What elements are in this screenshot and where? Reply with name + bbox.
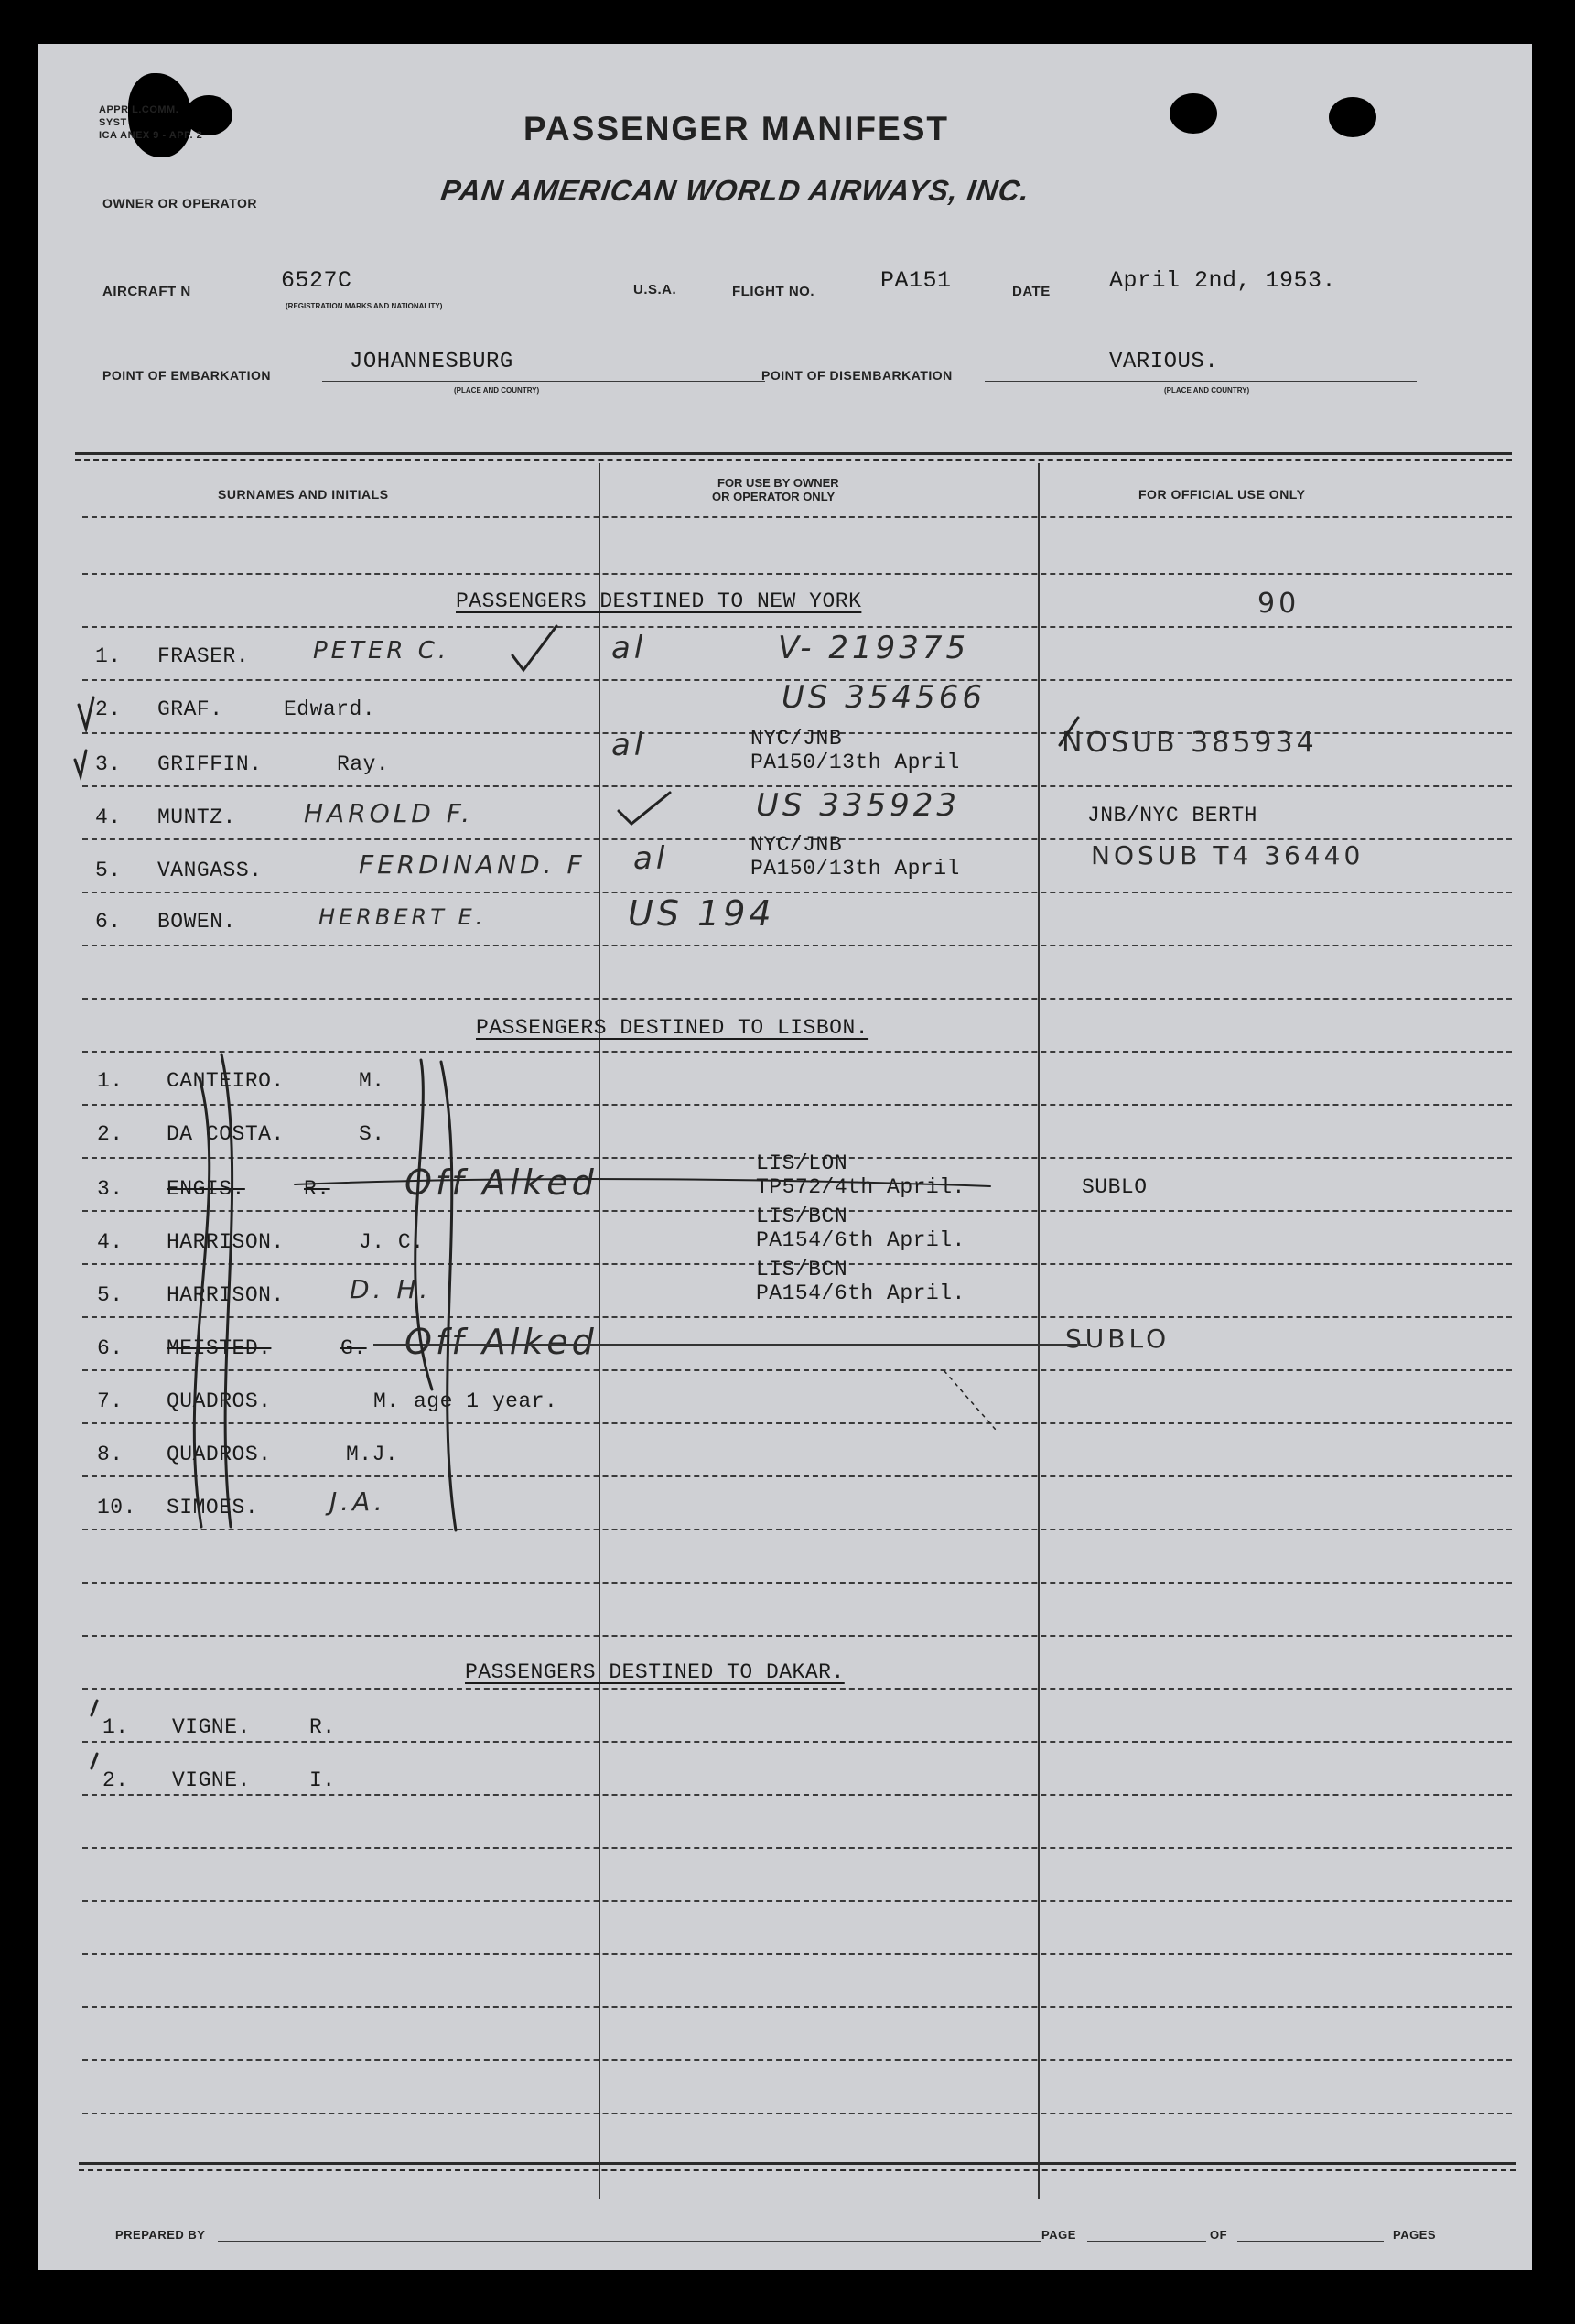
owner-routing: LIS/BCN PA154/6th April. [756,1205,965,1252]
section-heading-new-york: PASSENGERS DESTINED TO NEW YORK [456,589,862,613]
approval-line: APPR L.COMM. [99,104,179,115]
row-number: 3. [95,752,122,776]
passenger-given: J. C. [359,1230,425,1254]
embarkation-value: JOHANNESBURG [350,350,513,374]
passenger-surname: VIGNE. [172,1768,251,1792]
passenger-given: I. [309,1768,336,1792]
flight-value: PA151 [880,267,952,294]
column-header-surnames: SURNAMES AND INITIALS [218,487,389,502]
row-number: 5. [95,859,122,882]
pen-marks [38,44,1532,2270]
aircraft-value: 6527C [281,267,352,294]
passenger-given-handwritten: HERBERT E. [318,904,487,930]
row-number: 1. [95,644,122,668]
passenger-surname: QUADROS. [167,1389,272,1413]
passenger-surname: MUNTZ. [157,805,236,829]
passenger-given-handwritten: J.A. [329,1486,386,1517]
row-number: 5. [97,1283,124,1307]
owner-initials: al [611,630,647,666]
owner-routing: LIS/BCN PA154/6th April. [756,1258,965,1305]
passenger-given: M.J. [346,1443,399,1466]
passenger-note: age 1 year. [414,1389,558,1413]
place-note: (PLACE AND COUNTRY) [454,386,540,395]
section-heading-dakar: PASSENGERS DESTINED TO DAKAR. [465,1660,845,1684]
aircraft-label: AIRCRAFT N [102,284,191,299]
page-label: PAGE [1041,2228,1076,2242]
check-mark [75,751,86,776]
bracket-line [194,1078,209,1527]
row-number: 6. [97,1336,124,1360]
disembarkation-value: VARIOUS. [1109,350,1219,374]
passenger-surname: VIGNE. [172,1715,251,1739]
stray-mark [944,1371,996,1430]
tick-slash [92,1754,97,1768]
of-label: OF [1210,2228,1228,2242]
row-number: 10. [97,1496,136,1519]
passenger-surname: CANTEIRO. [167,1069,285,1093]
owner-routing: NYC/JNB PA150/13th April [750,727,960,774]
passenger-given-handwritten: HAROLD F. [304,798,474,828]
row-number: 4. [97,1230,124,1254]
passenger-given-handwritten: FERDINAND. F [359,849,586,880]
owner-operator-label: OWNER OR OPERATOR [102,196,257,211]
offloaded-note: Off Alked [405,1322,598,1362]
passenger-surname: ENGIS. [167,1177,245,1201]
row-number: 7. [97,1389,124,1413]
registration-note: (REGISTRATION MARKS AND NATIONALITY) [286,302,443,310]
check-mark [79,697,93,729]
owner-passport-number: V- 219375 [778,630,970,666]
check-mark [619,793,670,824]
official-status: SUBLO [1082,1175,1148,1199]
row-number: 2. [97,1122,124,1146]
passenger-surname: MEISTED. [167,1336,272,1360]
date-label: DATE [1012,284,1051,299]
passenger-given: Edward. [284,697,376,721]
approval-line: ICA ANEX 9 - APP. 2 [99,130,203,141]
airline-name: PAN AMERICAN WORLD AIRWAYS, INC. [438,174,1032,207]
official-count: 90 [1257,588,1300,620]
official-routing: JNB/NYC BERTH [1087,804,1257,827]
row-number: 6. [95,910,122,934]
row-number: 3. [97,1177,124,1201]
passenger-given: R. [304,1177,330,1201]
page-title: PASSENGER MANIFEST [523,110,949,147]
pages-label: PAGES [1393,2228,1437,2242]
place-note: (PLACE AND COUNTRY) [1164,386,1250,395]
owner-routing: LIS/LON TP572/4th April. [756,1151,965,1199]
offloaded-note: Off Alked [405,1162,598,1203]
passenger-surname: SIMOES. [167,1496,259,1519]
passenger-given: G. [340,1336,367,1360]
row-number: 2. [95,697,122,721]
column-header-owner: FOR USE BY OWNER [717,476,839,490]
passenger-surname: VANGASS. [157,859,263,882]
date-value: April 2nd, 1953. [1109,267,1337,294]
owner-passport-number: US 194 [628,893,775,934]
bracket-line [221,1054,232,1527]
official-note: NOSUB 385934 [1062,727,1318,759]
passenger-surname: QUADROS. [167,1443,272,1466]
official-status: SUBLO [1065,1324,1170,1354]
column-header-official: FOR OFFICIAL USE ONLY [1138,487,1306,502]
strike-line [295,1179,990,1186]
row-number: 1. [102,1715,129,1739]
row-number: 1. [97,1069,124,1093]
tick-slash [1060,718,1078,745]
disembarkation-label: POINT OF DISEMBARKATION [761,368,953,383]
row-number: 4. [95,805,122,829]
bracket-line [441,1062,456,1530]
passenger-given: Ray. [337,752,390,776]
owner-passport-number: US 354566 [782,679,987,716]
owner-initials: al [611,727,647,763]
usa-label: U.S.A. [633,282,677,297]
owner-initials: al [633,840,669,877]
passenger-surname: HARRISON. [167,1283,285,1307]
manifest-sheet [38,44,1532,2270]
column-header-owner: OR OPERATOR ONLY [712,490,836,503]
passenger-given: R. [309,1715,336,1739]
passenger-surname: DA COSTA. [167,1122,285,1146]
passenger-given-handwritten: PETER C. [313,637,450,665]
row-number: 8. [97,1443,124,1466]
owner-routing: NYC/JNB PA150/13th April [750,833,960,881]
passenger-surname: GRIFFIN. [157,752,263,776]
official-note: NOSUB T4 36440 [1091,840,1365,870]
passenger-surname: HARRISON. [167,1230,285,1254]
tick-slash [92,1701,97,1715]
section-heading-lisbon: PASSENGERS DESTINED TO LISBON. [476,1016,869,1040]
flight-label: FLIGHT NO. [732,284,814,299]
passenger-given: M. [373,1389,400,1413]
passenger-surname: BOWEN. [157,910,236,934]
row-number: 2. [102,1768,129,1792]
prepared-by-label: PREPARED BY [115,2228,206,2242]
approval-line: SYST [99,117,127,128]
owner-passport-number: US 335923 [756,787,961,824]
passenger-given: S. [359,1122,385,1146]
embarkation-label: POINT OF EMBARKATION [102,368,271,383]
passenger-given-handwritten: D. H. [350,1274,432,1304]
check-mark [512,626,556,670]
bracket-line [415,1060,432,1389]
passenger-surname: FRASER. [157,644,250,668]
passenger-surname: GRAF. [157,697,223,721]
passenger-given: M. [359,1069,385,1093]
